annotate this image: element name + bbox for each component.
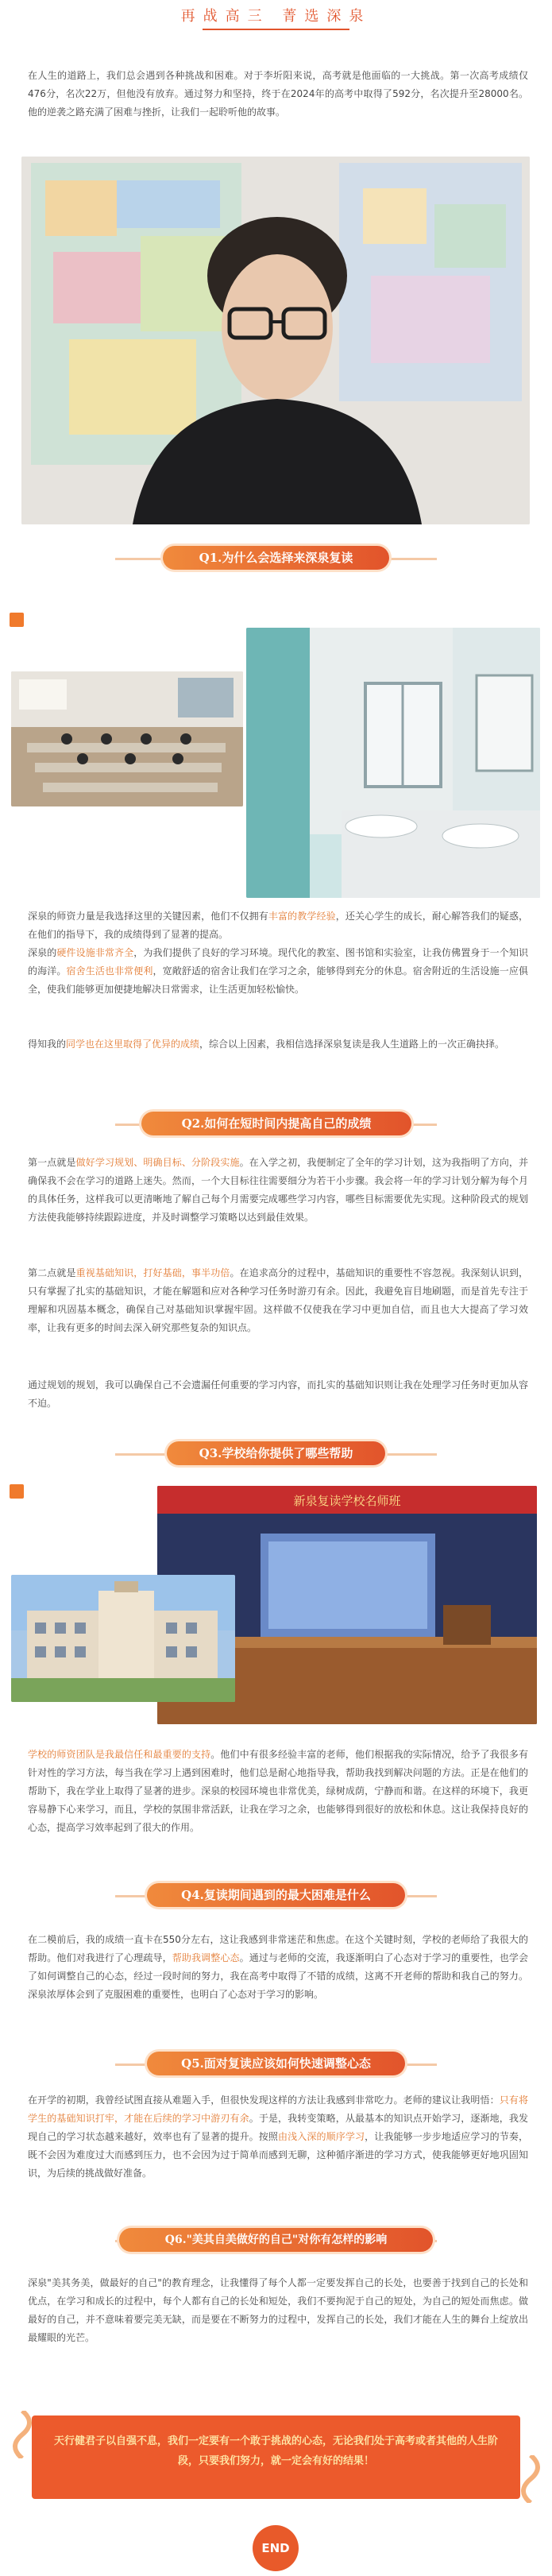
text-run: 。他们中有很多经验丰富的老师，他们根据我的实际情况，给予了我很多有针对性的学习方法，每当我在学习上遇到困难时，他们总是耐心地指导我，帮助我找到解决问题的方法。正是在他们的帮助下，我在学业上取得了显著的进步。深泉的校园环境也非常优美，绿树成荫，宁静而和谐。在这样的环境下，我更容易静下心来学习，而且，学校的氛围非常活跃，让我在学习之余，也能够得到很好的放松和休息。这让我保持良好的心态，提高学习效率起到了很大的作用。: [28, 1749, 528, 1833]
banner-text: 新泉复读学校名师班: [293, 1494, 401, 1508]
q5-paragraph-1: [28, 2091, 528, 2183]
section-pill: Q4.复读期间遇到的最大困难是什么: [147, 1883, 405, 1907]
section-pill: Q2.如何在短时间内提高自己的成绩: [141, 1112, 411, 1135]
section-title-q6: [0, 2225, 552, 2257]
q2-paragraph-2: [28, 1264, 528, 1337]
highlight-text: 学校的师资团队是我最信任和最重要的支持: [28, 1749, 211, 1760]
q2-paragraph-1: [28, 1154, 528, 1227]
quote-text: 天行健君子以自强不息，我们一定要有一个敢于挑战的心态，无论我们处于高考或者其他的人生阶段，只要我们努力，就一定会有好的结果！: [53, 2435, 498, 2467]
highlight-text: 硬件设施非常齐全: [56, 947, 134, 958]
text-run: ，综合以上因素，我相信选择深泉复读是我人生道路上的一次正确抉择。: [199, 1039, 505, 1050]
q4-paragraph-1: [28, 1931, 528, 2004]
text-run: ，让我能够一步步地适应学习的节奏，既不会因为难度过大而感到压力，也不会因为过于简单而感到无聊，这种循序渐进的学习方式，使我能够更好地巩固知识，为后续的挑战做好准备。: [28, 2131, 528, 2179]
q1-paragraph-3: [28, 1035, 528, 1054]
highlight-text: 做好学习规划、明确目标、分阶段实施: [75, 1157, 240, 1168]
text-run: 。通过与老师的交流，我逐渐明白了心态对于学习的重要性，也学会了如何调整自己的心态，经过一段时间的努力，我在高考中取得了不错的成绩，这离不开老师的帮助和我自己的努力。深泉浓厚体会到了克服困难的重要性，也明白了心态对于学习的影响。: [28, 1952, 528, 2000]
section-pill: Q1.为什么会选择来深泉复读: [163, 546, 389, 570]
section-pill: Q3.学校给你提供了哪些帮助: [167, 1441, 385, 1465]
quote-box: [32, 2415, 520, 2499]
highlight-text: 帮助我调整心态: [172, 1952, 240, 1963]
text-run: 第二点就是: [28, 1267, 76, 1278]
text-run: 。于是，我转变策略，从最基本的知识点开始学习，逐渐地，我发现自己的学习状态越来越好，效率也有了显著的提升。按照: [28, 2113, 528, 2142]
section-title-q4: [0, 1880, 552, 1912]
highlight-text: 重视基础知识，打好基础，事半功倍: [75, 1267, 230, 1278]
text-run: 在二模前后，我的成绩一直卡在550分左右，这让我感到非常迷茫和焦虑。在这个关键时刻，学校的老师给了我很大的帮助。他们对我进行了心理疏导，: [28, 1934, 528, 1963]
q2-paragraph-3: 通过规划的规划，我可以确保自己不会遗漏任何重要的学习内容，而扎实的基础知识则让我在处理学习任务时更加从容不迫。: [28, 1379, 528, 1409]
q1-paragraph-1: [28, 907, 528, 944]
intro-paragraph: 在人生的道路上，我们总会遇到各种挑战和困难。对于李圻阳来说，高考就是他面临的一大挑战。第一次高考成绩仅476分，名次22万，但他没有放弃。通过努力和坚持，终于在2024年的高考中取得了592分，名次提升至28000名。他的逆袭之路充满了困难与挫折，让我们一起聆听他的故事。: [28, 70, 528, 118]
highlight-text: 宿舍生活也非常便利: [66, 965, 153, 977]
text-run: 。在追求高分的过程中，基础知识的重要性不容忽视。我深刻认识到，只有掌握了扎实的基础知识，才能在解题和应对各种学习任务时游刃有余。因此，我避免盲目地刷题，而是首先专注于理解和巩固基本概念，确保自己对基础知识掌握牢固。这样做不仅使我在学习中更加自信，而且也大大提高了学习效率，让我有更多的时间去深入研究那些复杂的知识点。: [28, 1267, 528, 1333]
dorm-photo: [246, 628, 540, 898]
end-badge: END: [253, 2525, 299, 2571]
classroom-photo: [11, 671, 243, 806]
text-run: ，为我们提供了良好的学习环境。现代化的教室、图书馆和实验室，让我仿佛置身于一个知识的海洋。: [28, 947, 528, 977]
text-run: 第一点就是: [28, 1157, 76, 1168]
section-pill: Q6."美其自美做好的自己"对你有怎样的影响: [119, 2228, 433, 2252]
text-run: ，宽敞舒适的宿舍让我们在学习之余，能够得到充分的休息。宿舍附近的生活设施一应俱全，使我们能够更加便捷地解决日常需求，让生活更加轻松愉快。: [28, 965, 528, 995]
text-run: 深泉的师资力量是我选择这里的关键因素，他们不仅拥有: [28, 911, 268, 922]
student-photo: [21, 157, 530, 524]
page-title: 再战高三 菁选深泉: [180, 8, 372, 25]
section-title-q1: [0, 543, 552, 574]
section-title-q2: [0, 1108, 552, 1140]
q1-paragraph-2: [28, 944, 528, 999]
text-run: ，还关心学生的成长，耐心解答我们的疑惑，在他们的指导下，我的成绩得到了显著的提高。: [28, 911, 528, 940]
text-run: 在开学的初期，我曾经试图直接从难题入手，但很快发现这样的方法让我感到非常吃力。老师的建议让我明悟：: [28, 2094, 500, 2106]
text-run: 得知我的: [28, 1039, 67, 1050]
section-title-q3: [0, 1438, 552, 1470]
article-header: [0, 0, 552, 46]
highlight-text: 丰富的教学经验: [268, 911, 336, 922]
decor-square: [10, 1484, 24, 1499]
section-title-q5: [0, 2048, 552, 2080]
q3-paragraph-1: [28, 1746, 528, 1837]
section-pill: Q5.面对复读应该如何快速调整心态: [147, 2052, 405, 2075]
highlight-text: 由浅入深的顺序学习: [278, 2131, 365, 2142]
text-run: 。在入学之初，我便制定了全年的学习计划，这为我指明了方向，并确保我不会在学习的道路上迷失。然而，一个大目标往往需要细分为若干小步骤。我会将一年的学习计划分解为每个月的具体任务，这样我可以更清晰地了解自己每个月需要完成哪些学习内容，哪些目标需要优先实现。这种阶段式的规划方法使我能够持续跟踪进度，并及时调整学习策略以达到最佳效果。: [28, 1157, 528, 1223]
highlight-text: 只有将学生的基础知识打牢，才能在后续的学习中游刃有余: [28, 2094, 528, 2124]
q6-paragraph-1: 深泉"美其务美，做最好的自己"的教育理念，让我懂得了每个人都一定要发挥自己的长处，也要善于找到自己的长处和优点，在学习和成长的过程中，每个人都有自己的长处和短处，我们不要拘泥于自己的短处，为自己的短处而焦虑。做最好的自己，并不意味着要完美无缺，而是要在不断努力的过程中，发挥自己的长处，我们才能在人生的舞台上绽放出最耀眼的光芒。: [28, 2277, 528, 2343]
decor-square: [10, 613, 24, 627]
highlight-text: 同学也在这里取得了优异的成绩: [66, 1039, 200, 1050]
title-underline: [203, 29, 349, 30]
campus-photo: [11, 1575, 235, 1702]
text-run: 深泉的: [28, 947, 57, 958]
decor-wave: [515, 2455, 546, 2503]
